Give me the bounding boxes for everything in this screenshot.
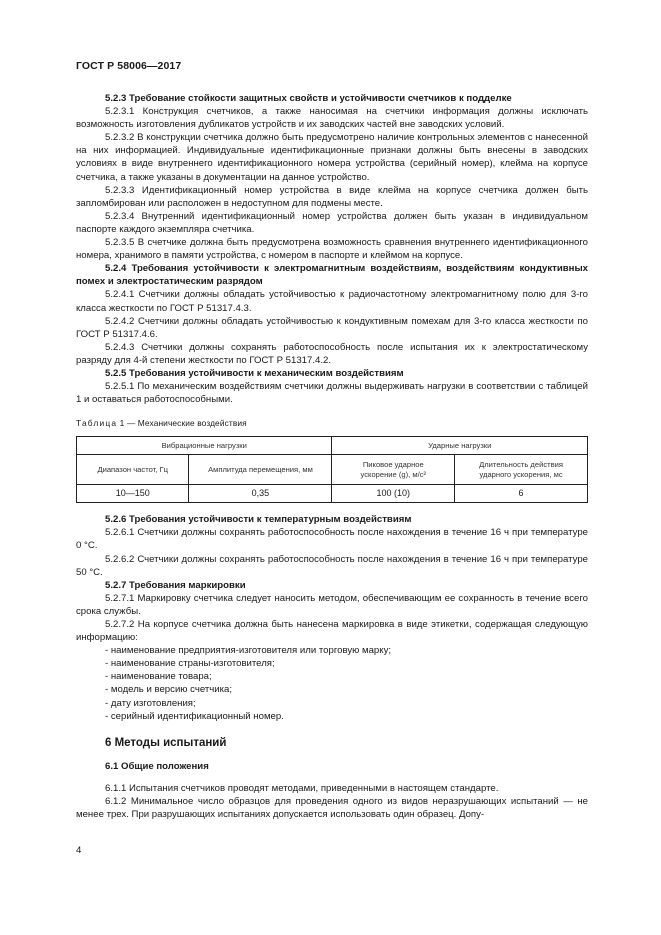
section-5-2-7-title: 5.2.7 Требования маркировки (105, 579, 246, 591)
paragraph-5-2-3-2: 5.2.3.2 В конструкции счетчика должно быть предусмотрено наличие контрольных элементов с нанесенной на них информацией. Индивидуальные идентификационные признаки должны быть внесены в заводских условиях в виде внутреннего идентификационного номера устройства (серийный номер), клейма на корпусе счетчика, а также указаны в документации на данное устройство. (76, 132, 588, 183)
table-header-frequency: Диапазон частот, Гц (77, 455, 189, 485)
header-line: Пиковое ударное (362, 459, 424, 469)
table-cell: 100 (10) (332, 485, 455, 503)
paragraph-5-2-6-2: 5.2.6.2 Счетчики должны сохранять работоспособность после нахождения в течение 16 ч при температуре 50 °С. (76, 553, 588, 578)
table-caption-text: 1 — Механические воздействия (117, 418, 247, 429)
paragraph-5-2-3-4: 5.2.3.4 Внутренний идентификационный номер устройства должен быть указан в индивидуальном паспорте каждого экземпляра счетчика. (76, 210, 588, 235)
table-row (77, 485, 588, 503)
table-header-amplitude: Амплитуда перемещения, мм (189, 455, 332, 485)
header-line: Длительность действия (479, 459, 563, 469)
list-item: - модель и версию счетчика; (105, 684, 233, 696)
list-item: - наименование предприятия-изготовителя или торговую марку; (105, 645, 392, 657)
document-header: ГОСТ Р 58006—2017 (76, 60, 182, 72)
list-item: - наименование товара; (105, 671, 212, 683)
paragraph-5-2-3-1: 5.2.3.1 Конструкция счетчиков, а также наносимая на счетчики информация должны исключать возможность изготовления дубликатов устройств и их заводских частей вне заводских условий. (76, 106, 588, 131)
table-header-row (77, 455, 588, 485)
table-cell: 0,35 (189, 485, 332, 503)
table-header-duration (455, 455, 588, 485)
list-item: - дату изготовления; (105, 697, 196, 709)
document-body (76, 92, 588, 821)
header-line: ударного ускорения, мс (479, 469, 563, 479)
table-group-vibration: Вибрационные нагрузки (77, 437, 332, 455)
table-caption (76, 417, 588, 429)
table-header-peak-acceleration (332, 455, 455, 485)
header-line: ускорение (g), м/с² (360, 469, 427, 479)
section-5-2-4-title: 5.2.4 Требования устойчивости к электромагнитным воздействиям, воздействиям кондуктивных помех и электростатическим разрядом (76, 263, 588, 288)
mechanical-loads-table (76, 436, 588, 503)
paragraph-5-2-3-5: 5.2.3.5 В счетчике должна быть предусмотрена возможность сравнения внутреннего идентификационного номера, хранимого в памяти устройства, с номером в паспорте и клеймом на корпусе. (76, 237, 588, 262)
paragraph-5-2-4-3: 5.2.4.3 Счетчики должны сохранять работоспособность после испытания их к электростатическому разряду для 4-й степени жесткости по ГОСТ Р 51317.4.2. (76, 341, 588, 366)
section-6-title: 6 Методы испытаний (105, 736, 227, 749)
section-5-2-3-title: 5.2.3 Требование стойкости защитных свойств и устойчивости счетчиков к подделке (105, 93, 512, 104)
paragraph-5-2-3-3: 5.2.3.3 Идентификационный номер устройства в виде клейма на корпусе счетчика должен быть запломбирован или расположен в недоступном для подмены месте. (76, 184, 588, 209)
paragraph-6-1-2: 6.1.2 Минимальное число образцов для проведения одного из видов неразрушающих испытаний — не менее трех. При разрушающих испытаниях допускается использовать один образец. Допу- (76, 795, 588, 821)
section-5-2-5-title: 5.2.5 Требования устойчивости к механическим воздействиям (105, 367, 404, 379)
table-group-header-row (77, 437, 588, 455)
section-5-2-6-title: 5.2.6 Требования устойчивости к температурным воздействиям (105, 514, 412, 526)
paragraph-5-2-4-2: 5.2.4.2 Счетчики должны обладать устойчивостью к кондуктивным помехам для 3-го класса жесткости по ГОСТ Р 51317.4.6. (76, 315, 588, 340)
table-caption-label: Таблица (76, 418, 118, 429)
paragraph-5-2-4-1: 5.2.4.1 Счетчики должны обладать устойчивостью к радиочастотному электромагнитному полю для 3-го класса жесткости по ГОСТ Р 51317.4.3. (76, 289, 588, 314)
section-6-1-title: 6.1 Общие положения (105, 760, 209, 772)
paragraph-5-2-7-1: 5.2.7.1 Маркировку счетчика следует наносить методом, обеспечивающим ее сохранность в течение всего срока службы. (76, 592, 588, 617)
page-number: 4 (76, 845, 82, 856)
list-item: - наименование страны-изготовителя; (105, 658, 275, 670)
table-cell: 6 (455, 485, 588, 503)
paragraph-5-2-6-1: 5.2.6.1 Счетчики должны сохранять работоспособность после нахождения в течение 16 ч при температуре 0 °С. (76, 527, 588, 552)
table-cell: 10—150 (77, 485, 189, 503)
paragraph-5-2-5-1: 5.2.5.1 По механическим воздействиям счетчики должны выдерживать нагрузки в соответствии с таблицей 1 и оставаться работоспособными. (76, 381, 588, 406)
table-group-shock: Ударные нагрузки (332, 437, 588, 455)
paragraph-5-2-7-2: 5.2.7.2 На корпусе счетчика должна быть нанесена маркировка в виде этикетки, содержащая следующую информацию: (76, 619, 588, 644)
list-item: - серийный идентификационный номер. (105, 710, 284, 722)
paragraph-6-1-1: 6.1.1 Испытания счетчиков проводят методами, приведенными в настоящем стандарте. (105, 782, 499, 794)
